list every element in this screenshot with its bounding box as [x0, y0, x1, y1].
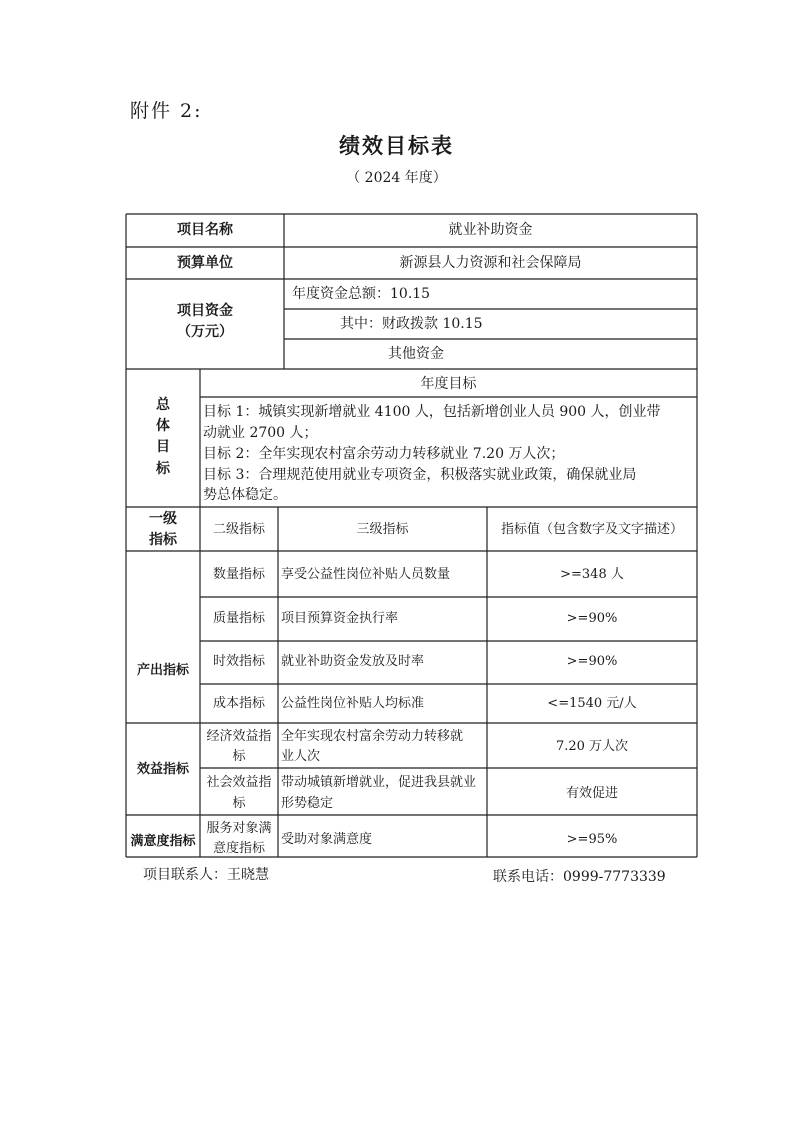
- level2-header: 二级指标: [212, 522, 265, 537]
- project-name-label: 项目名称: [177, 222, 233, 238]
- goal-1-line-1: 目标 1：城镇实现新增就业 4100 人，包括新增创业人员 900 人，创业带: [203, 404, 661, 420]
- output-level2-quantity: 数量指标: [212, 567, 265, 582]
- satisfaction-value: >=95%: [566, 832, 618, 847]
- satisfaction-indicator-label: 满意度指标: [130, 834, 196, 849]
- social-level3-line-2: 形势稳定: [281, 796, 334, 811]
- goal-3-line-2: 势总体稳定。: [203, 487, 287, 503]
- output-value-quality: >=90%: [566, 611, 618, 626]
- economic-level3-line-2: 业人次: [281, 749, 321, 764]
- level1-header-line-2: 指标: [149, 532, 177, 548]
- budget-unit-label: 预算单位: [177, 255, 233, 271]
- overall-goal-label-2: 体: [156, 418, 170, 434]
- project-funds-label: 项目资金: [177, 303, 233, 319]
- goal-1-line-2: 动就业 2700 人；: [203, 425, 318, 441]
- year-label: （ 2024 年度）: [346, 170, 447, 186]
- attachment-label: 附件 2:: [130, 100, 203, 122]
- output-level3-cost: 公益性岗位补贴人均标准: [281, 696, 425, 711]
- output-level2-cost: 成本指标: [212, 696, 265, 711]
- goal-3-line-1: 目标 3：合理规范使用就业专项资金，积极落实就业政策，确保就业局: [203, 467, 637, 483]
- contact-person: 项目联系人：王晓慧: [143, 867, 269, 883]
- overall-goal-label-3: 目: [156, 439, 170, 455]
- page-title: 绩效目标表: [339, 133, 454, 158]
- fiscal-appropriation: 其中：财政拨款 10.15: [340, 316, 483, 332]
- output-value-cost: <=1540 元/人: [547, 696, 637, 711]
- economic-level2-line-2: 标: [232, 749, 246, 764]
- economic-level3-line-1: 全年实现农村富余劳动力转移就: [281, 729, 464, 744]
- social-level2-line-1: 社会效益指: [206, 775, 272, 790]
- level1-header-line-1: 一级: [149, 511, 177, 527]
- contact-phone: 联系电话：0999-7773339: [493, 869, 666, 885]
- other-funds: 其他资金: [388, 346, 444, 362]
- output-level3-quality: 项目预算资金执行率: [281, 611, 399, 626]
- benefit-indicator-label: 效益指标: [136, 762, 189, 777]
- project-funds-unit: （万元）: [177, 324, 233, 340]
- output-indicator-label: 产出指标: [136, 663, 189, 678]
- output-value-timeliness: >=90%: [566, 654, 618, 669]
- budget-unit-value: 新源县人力资源和社会保障局: [399, 255, 582, 271]
- overall-goal-label-4: 标: [156, 461, 170, 477]
- satisfaction-level2-line-2: 意度指标: [212, 841, 265, 856]
- overall-goal-label-1: 总: [156, 397, 170, 413]
- goal-2: 目标 2：全年实现农村富余劳动力转移就业 7.20 万人次；: [203, 446, 565, 462]
- output-level3-timeliness: 就业补助资金发放及时率: [281, 654, 425, 669]
- satisfaction-level3: 受助对象满意度: [281, 832, 373, 847]
- output-level3-quantity: 享受公益性岗位补贴人员数量: [281, 567, 451, 582]
- level3-header: 三级指标: [356, 522, 409, 537]
- annual-goal-header: 年度目标: [420, 376, 477, 392]
- economic-level2-line-1: 经济效益指: [206, 729, 272, 744]
- output-level2-timeliness: 时效指标: [212, 654, 265, 669]
- social-value: 有效促进: [565, 786, 618, 801]
- annual-total-funds: 年度资金总额：10.15: [292, 286, 431, 302]
- project-name-value: 就业补助资金: [448, 222, 533, 238]
- output-value-quantity: >=348 人: [560, 567, 624, 582]
- output-level2-quality: 质量指标: [212, 611, 265, 626]
- satisfaction-level2-line-1: 服务对象满: [206, 821, 272, 836]
- economic-value: 7.20 万人次: [555, 739, 629, 754]
- value-header: 指标值（包含数字及文字描述）: [500, 522, 683, 537]
- social-level2-line-2: 标: [232, 796, 246, 811]
- social-level3-line-1: 带动城镇新增就业，促进我县就业: [281, 775, 477, 790]
